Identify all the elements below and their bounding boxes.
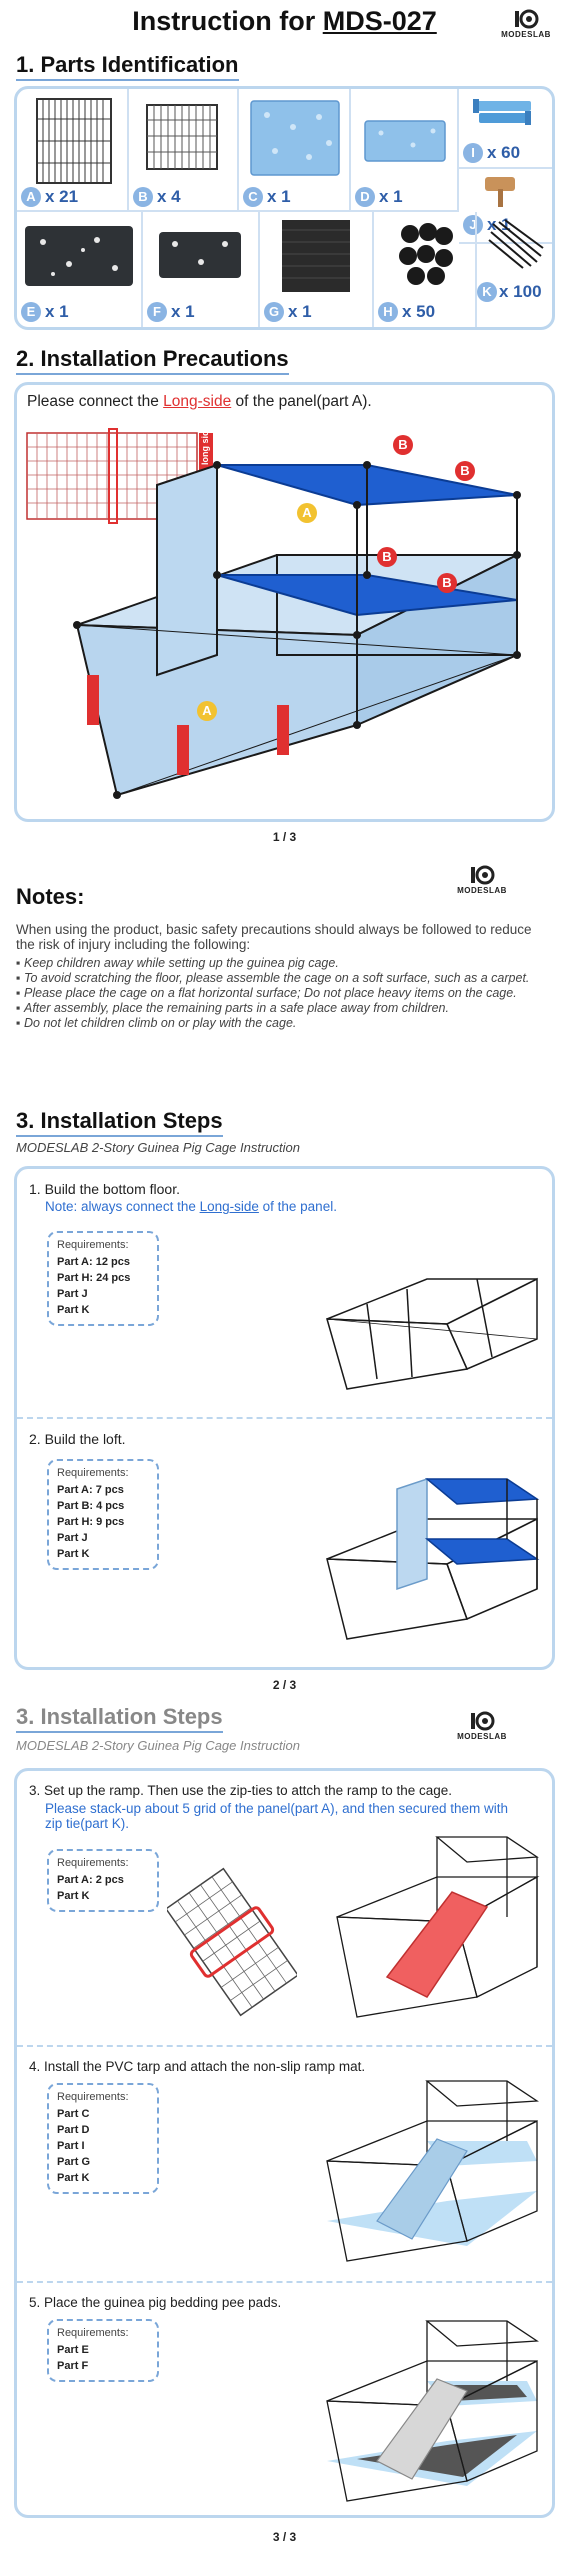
part-b-marker: B xyxy=(437,573,457,593)
logo-text: MODESLAB xyxy=(457,886,507,895)
brand-logo xyxy=(496,8,556,39)
steps-subtitle: MODESLAB 2-Story Guinea Pig Cage Instruction xyxy=(16,1738,300,1753)
logo-text: MODESLAB xyxy=(457,1732,507,1741)
grid-panel-large-icon xyxy=(35,97,113,185)
note-item: ▪ After assembly, place the remaining parts in a safe place away from children. xyxy=(16,1001,546,1016)
requirement-item: Part K xyxy=(57,1548,90,1560)
precautions-panel xyxy=(14,382,555,822)
brand-logo xyxy=(452,1710,512,1741)
instruction-text-post: of the panel(part A). xyxy=(231,393,372,410)
model-number: MDS-027 xyxy=(322,6,437,36)
part-quantity: x 1 xyxy=(267,187,291,206)
part-quantity: x 4 xyxy=(157,187,181,206)
bottom-floor-diagram xyxy=(317,1249,547,1399)
step-note xyxy=(45,1199,337,1214)
steps-heading-b xyxy=(16,1704,223,1733)
pvc-tarp-large-icon xyxy=(249,99,341,177)
requirements-box xyxy=(47,1231,159,1326)
step-note-pre: Note: always connect the xyxy=(45,1199,200,1214)
step-title: 3. Set up the ramp. Then use the zip-ties to attch the ramp to the cage. xyxy=(29,1783,452,1798)
part-letter-badge: G xyxy=(264,302,284,322)
part-letter-badge: J xyxy=(463,215,483,235)
mallet-icon xyxy=(479,173,525,209)
steps-subtitle: MODESLAB 2-Story Guinea Pig Cage Instruction xyxy=(16,1140,300,1155)
part-c-cell xyxy=(239,89,351,212)
requirements-box xyxy=(47,1459,159,1570)
requirement-item: Part K xyxy=(57,1304,90,1316)
note-item: ▪ Do not let children climb on or play with the cage. xyxy=(16,1016,546,1031)
steps-panel-1 xyxy=(14,1166,555,1670)
step-title: 1. Build the bottom floor. xyxy=(29,1181,180,1197)
part-quantity: x 1 xyxy=(288,302,312,321)
requirements-label: Requirements: xyxy=(57,2091,129,2103)
requirement-item: Part B: 4 pcs xyxy=(57,1500,125,1512)
zip-ties-icon xyxy=(487,218,545,270)
precaution-instruction xyxy=(27,393,372,411)
part-e-cell xyxy=(17,212,143,327)
part-f-cell xyxy=(143,212,260,327)
part-quantity: x 1 xyxy=(379,187,403,206)
requirement-item: Part E xyxy=(57,2344,89,2356)
step-title: 5. Place the guinea pig bedding pee pads. xyxy=(29,2295,282,2310)
pvc-tarp-small-icon xyxy=(363,119,447,163)
parts-heading xyxy=(16,52,239,81)
notes-intro: When using the product, basic safety precautions should always be followed to reduce the risk of injury including the following: xyxy=(16,922,532,952)
note-item: ▪ To avoid scratching the floor, please assemble the cage on a soft surface, such as a carpet. xyxy=(16,971,546,986)
step-title: 2. Build the loft. xyxy=(29,1431,126,1447)
notes-body xyxy=(16,922,546,1031)
grid-panel-small-icon xyxy=(145,103,219,171)
page-number: 3 / 3 xyxy=(272,2530,297,2544)
part-quantity: x 21 xyxy=(45,187,79,206)
part-quantity: x 1 xyxy=(171,302,195,321)
connector-caps-icon xyxy=(396,222,456,288)
part-letter-badge: K xyxy=(477,282,497,302)
loft-diagram xyxy=(317,1469,547,1649)
requirements-label: Requirements: xyxy=(57,1857,129,1869)
page-number: 1 / 3 xyxy=(272,830,297,844)
requirement-item: Part J xyxy=(57,1532,88,1544)
requirement-item: Part J xyxy=(57,1288,88,1300)
part-b-marker: B xyxy=(377,547,397,567)
part-b-cell xyxy=(129,89,239,212)
parts-heading-text: 1. Parts Identification xyxy=(16,52,239,81)
page-title xyxy=(0,6,569,37)
part-letter-badge: D xyxy=(355,187,375,207)
ramp-install-diagram xyxy=(327,1827,547,2037)
requirement-item: Part F xyxy=(57,2360,89,2372)
part-letter-badge: E xyxy=(21,302,41,322)
instruction-keyword: Long-side xyxy=(163,393,232,410)
logo-mark-icon xyxy=(509,8,543,30)
brand-logo xyxy=(452,864,512,895)
part-d-cell xyxy=(351,89,459,212)
page-number: 2 / 3 xyxy=(272,1678,297,1692)
connector-clips-icon xyxy=(473,97,535,127)
part-b-marker: B xyxy=(393,435,413,455)
requirement-item: Part A: 7 pcs xyxy=(57,1484,124,1496)
note-item: ▪ Keep children away while setting up the guinea pig cage. xyxy=(16,956,546,971)
part-quantity: x 60 xyxy=(487,143,521,162)
part-quantity: x 1 xyxy=(487,215,511,234)
steps-panel-2 xyxy=(14,1768,555,2518)
steps-heading-text: 3. Installation Steps xyxy=(16,1108,223,1137)
logo-text: MODESLAB xyxy=(501,30,551,39)
requirement-item: Part K xyxy=(57,1890,90,1902)
precautions-heading-text: 2. Installation Precautions xyxy=(16,346,289,375)
ramp-mat-icon xyxy=(280,218,352,294)
pee-pad-diagram xyxy=(317,2311,547,2511)
part-k-cell xyxy=(477,244,552,327)
part-b-marker: B xyxy=(455,461,475,481)
part-letter-badge: C xyxy=(243,187,263,207)
cage-precaution-diagram xyxy=(57,425,537,815)
part-i-cell xyxy=(459,89,552,169)
requirements-label: Requirements: xyxy=(57,1239,129,1251)
part-letter-badge: F xyxy=(147,302,167,322)
part-a-cell xyxy=(17,89,129,212)
requirements-box xyxy=(47,2083,159,2194)
notes-heading: Notes: xyxy=(16,884,85,909)
note-item: ▪ Please place the cage on a flat horizontal surface; Do not place heavy items on the cage. xyxy=(16,986,546,1001)
part-g-cell xyxy=(260,212,374,327)
requirement-item: Part I xyxy=(57,2140,85,2152)
requirement-item: Part D xyxy=(57,2124,90,2136)
requirement-item: Part H: 9 pcs xyxy=(57,1516,125,1528)
title-prefix: Instruction for xyxy=(132,6,323,36)
requirement-item: Part G xyxy=(57,2156,91,2168)
requirement-item: Part H: 24 pcs xyxy=(57,1272,131,1284)
requirements-box xyxy=(47,2319,159,2382)
requirement-item: Part A: 12 pcs xyxy=(57,1256,130,1268)
steps-heading-text: 3. Installation Steps xyxy=(16,1704,223,1733)
requirement-item: Part A: 2 pcs xyxy=(57,1874,124,1886)
logo-mark-icon xyxy=(465,1710,499,1732)
requirements-label: Requirements: xyxy=(57,2327,129,2339)
part-quantity: x 50 xyxy=(402,302,436,321)
step-divider xyxy=(17,2045,552,2047)
ramp-stack-diagram xyxy=(167,1867,297,2017)
step-note: Please stack-up about 5 grid of the panel(part A), and then secured them with zip tie(part K). xyxy=(45,1801,509,1831)
step-note-post: of the panel. xyxy=(258,1199,337,1214)
part-quantity: x 1 xyxy=(45,302,69,321)
part-letter-badge: I xyxy=(463,143,483,163)
tarp-install-diagram xyxy=(317,2071,547,2271)
step-divider xyxy=(17,1417,552,1419)
step-divider xyxy=(17,2281,552,2283)
step-title: 4. Install the PVC tarp and attach the non-slip ramp mat. xyxy=(29,2059,366,2074)
requirements-box xyxy=(47,1849,159,1912)
requirements-label: Requirements: xyxy=(57,1467,129,1479)
requirement-item: Part C xyxy=(57,2108,90,2120)
part-h-cell xyxy=(374,212,477,327)
part-quantity: x 100 xyxy=(499,282,542,301)
part-letter-badge: B xyxy=(133,187,153,207)
part-letter-badge: H xyxy=(378,302,398,322)
parts-panel xyxy=(14,86,555,330)
logo-mark-icon xyxy=(465,864,499,886)
pee-pad-large-icon xyxy=(23,224,135,288)
precautions-heading xyxy=(16,346,289,375)
step-note-keyword: Long-side xyxy=(199,1199,259,1214)
pee-pad-small-icon xyxy=(157,230,243,280)
steps-heading xyxy=(16,1108,223,1137)
part-a-marker: A xyxy=(197,701,217,721)
part-letter-badge: A xyxy=(21,187,41,207)
requirement-item: Part K xyxy=(57,2172,90,2184)
instruction-text-pre: Please connect the xyxy=(27,393,164,410)
part-a-marker: A xyxy=(297,503,317,523)
